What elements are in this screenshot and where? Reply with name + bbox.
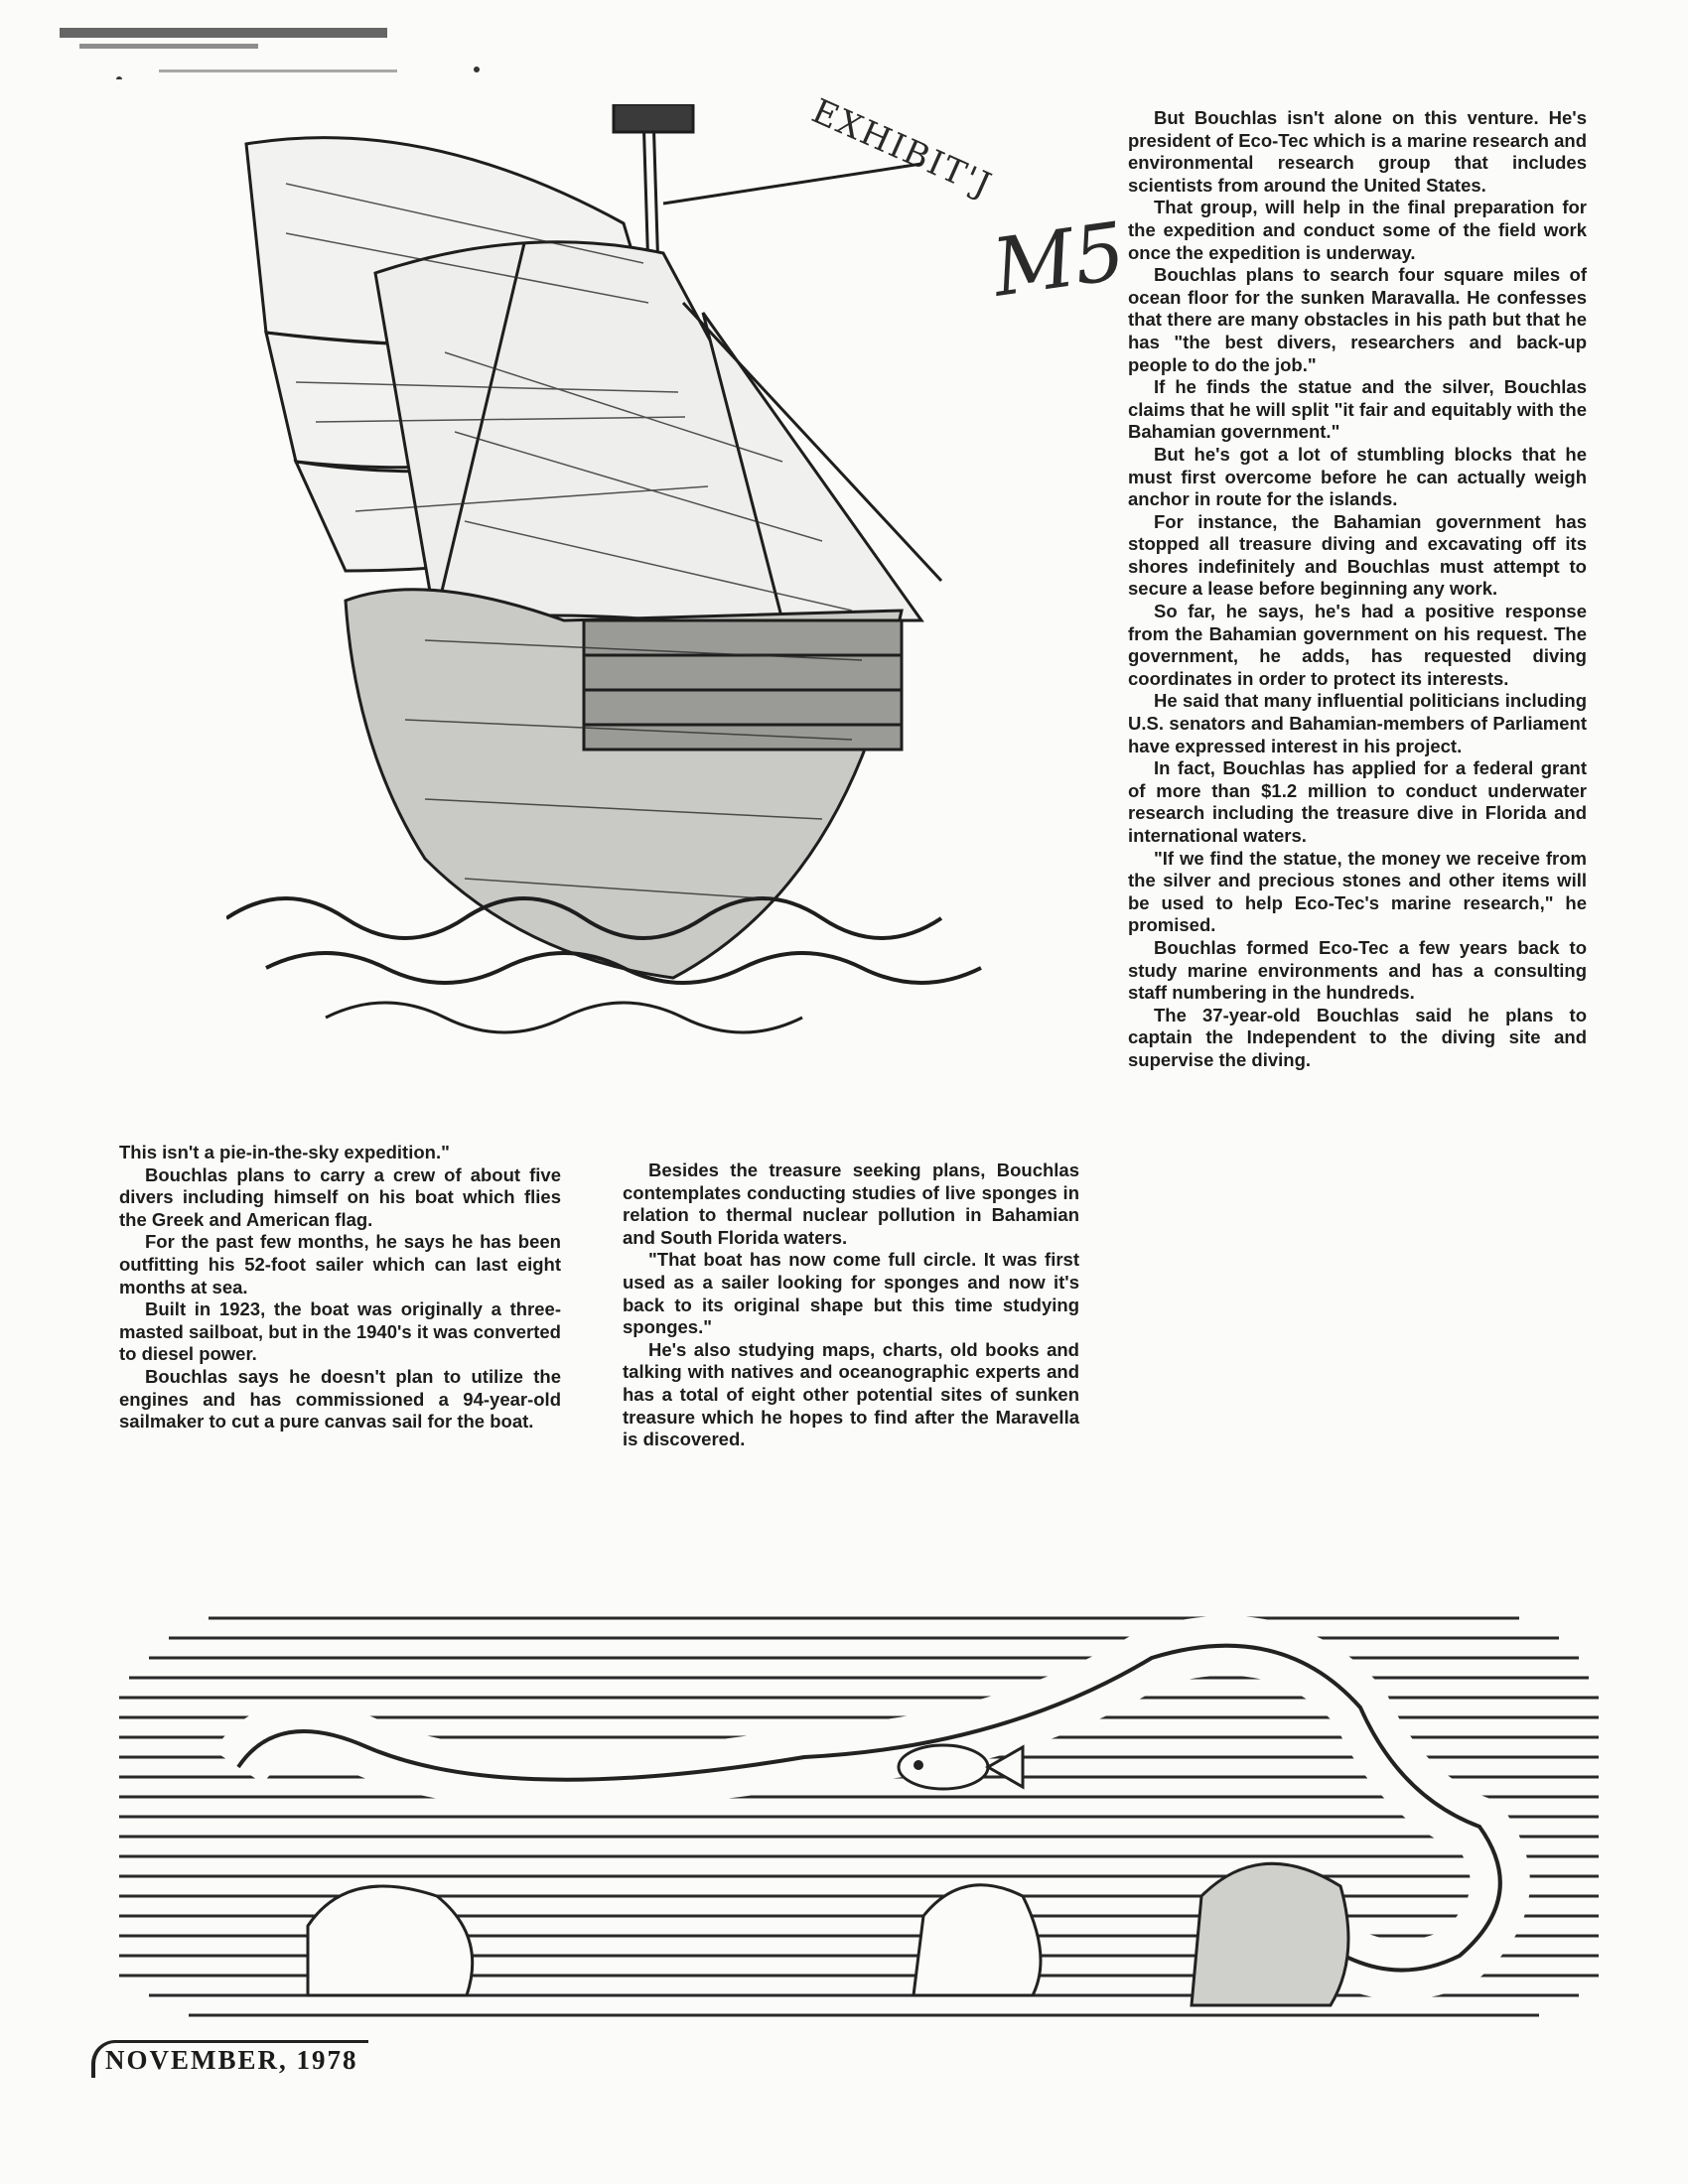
paragraph: The 37-year-old Bouchlas said he plans to captain the Independent to the diving site and supervise the diving. bbox=[1128, 1004, 1587, 1070]
paragraph: If he finds the statue and the silver, Bouchlas claims that he will split "it fair and equitably with the Bahamian government." bbox=[1128, 376, 1587, 443]
paragraph: Bouchlas formed Eco-Tec a few years back to study marine environments and has a consulting staff numbering in the hundreds. bbox=[1128, 936, 1587, 1004]
paragraph: For the past few months, he says he has been outfitting his 52-foot sailer which can last eight months at sea. bbox=[119, 1231, 561, 1297]
paragraph: In fact, Bouchlas has applied for a federal grant of more than $1.2 million to conduct underwater research including the treasure dive in Florida and international waters. bbox=[1128, 757, 1587, 846]
paragraph: That group, will help in the final preparation for the expedition and conduct some of the field work once the expedition is underway. bbox=[1128, 197, 1587, 263]
paragraph: This isn't a pie-in-the-sky expedition." bbox=[119, 1142, 450, 1162]
paragraph: He's also studying maps, charts, old books and talking with natives and oceanographic experts and has a total of eight other potential sites of sunken treasure which he hopes to find after the Maravella is discovered. bbox=[623, 1338, 1079, 1450]
handwritten-initials: M5 bbox=[987, 205, 1131, 315]
paragraph: "If we find the statue, the money we receive from the silver and precious stones and other items will be used to help Eco-Tec's marine research," he promised. bbox=[1128, 847, 1587, 936]
paragraph: Bouchlas says he doesn't plan to utilize the engines and has commissioned a 94-year-old sailmaker to cut a pure canvas sail for the boat. bbox=[119, 1365, 561, 1433]
sea-serpent-illustration bbox=[109, 1598, 1628, 2035]
article-column-left bbox=[119, 1142, 561, 1433]
paragraph: But Bouchlas isn't alone on this venture. He's president of Eco-Tec which is a marine research and environmental research group that includes scientists from around the United States. bbox=[1128, 107, 1587, 196]
paragraph: So far, he says, he's had a positive response from the Bahamian government on his request. The government, he adds, has requested diving coordinates in order to protect its interests. bbox=[1128, 601, 1587, 689]
paragraph: Bouchlas plans to carry a crew of about five divers including himself on his boat which flies the Greek and American flag. bbox=[119, 1163, 561, 1230]
paragraph: He said that many influential politicians including U.S. senators and Bahamian-members of Parliament have expressed interest in his project. bbox=[1128, 690, 1587, 756]
paragraph: But he's got a lot of stumbling blocks that he must first overcome before he can actually weigh anchor in route for the islands. bbox=[1128, 443, 1587, 510]
paragraph: Built in 1923, the boat was originally a three-masted sailboat, but in the 1940's it was converted to diesel power. bbox=[119, 1298, 561, 1365]
paragraph: Bouchlas plans to search four square miles of ocean floor for the sunken Maravalla. He confesses that there are many obstacles in his path but that he has "the best divers, researchers and back-up people to do the job." bbox=[1128, 264, 1587, 375]
scan-noise-top bbox=[60, 20, 1589, 79]
paragraph: Besides the treasure seeking plans, Bouchlas contemplates conducting studies of live sponges in relation to thermal nuclear pollution in Bahamian and South Florida waters. bbox=[623, 1160, 1079, 1248]
paragraph: "That boat has now come full circle. It was first used as a sailer looking for sponges and now it's back to its original shape but this time studying sponges." bbox=[623, 1249, 1079, 1338]
exhibit-stamp: EXHIBIT'J bbox=[805, 91, 999, 206]
issue-date: NOVEMBER, 1978 bbox=[91, 2040, 368, 2078]
galleon-illustration bbox=[226, 104, 1001, 1057]
paragraph: For instance, the Bahamian government has stopped all treasure diving and excavating off its shores indefinitely and Bouchlas must attempt to secure a lease before beginning any work. bbox=[1128, 510, 1587, 600]
article-column-right bbox=[1128, 107, 1587, 1072]
article-column-middle bbox=[623, 1160, 1079, 1451]
